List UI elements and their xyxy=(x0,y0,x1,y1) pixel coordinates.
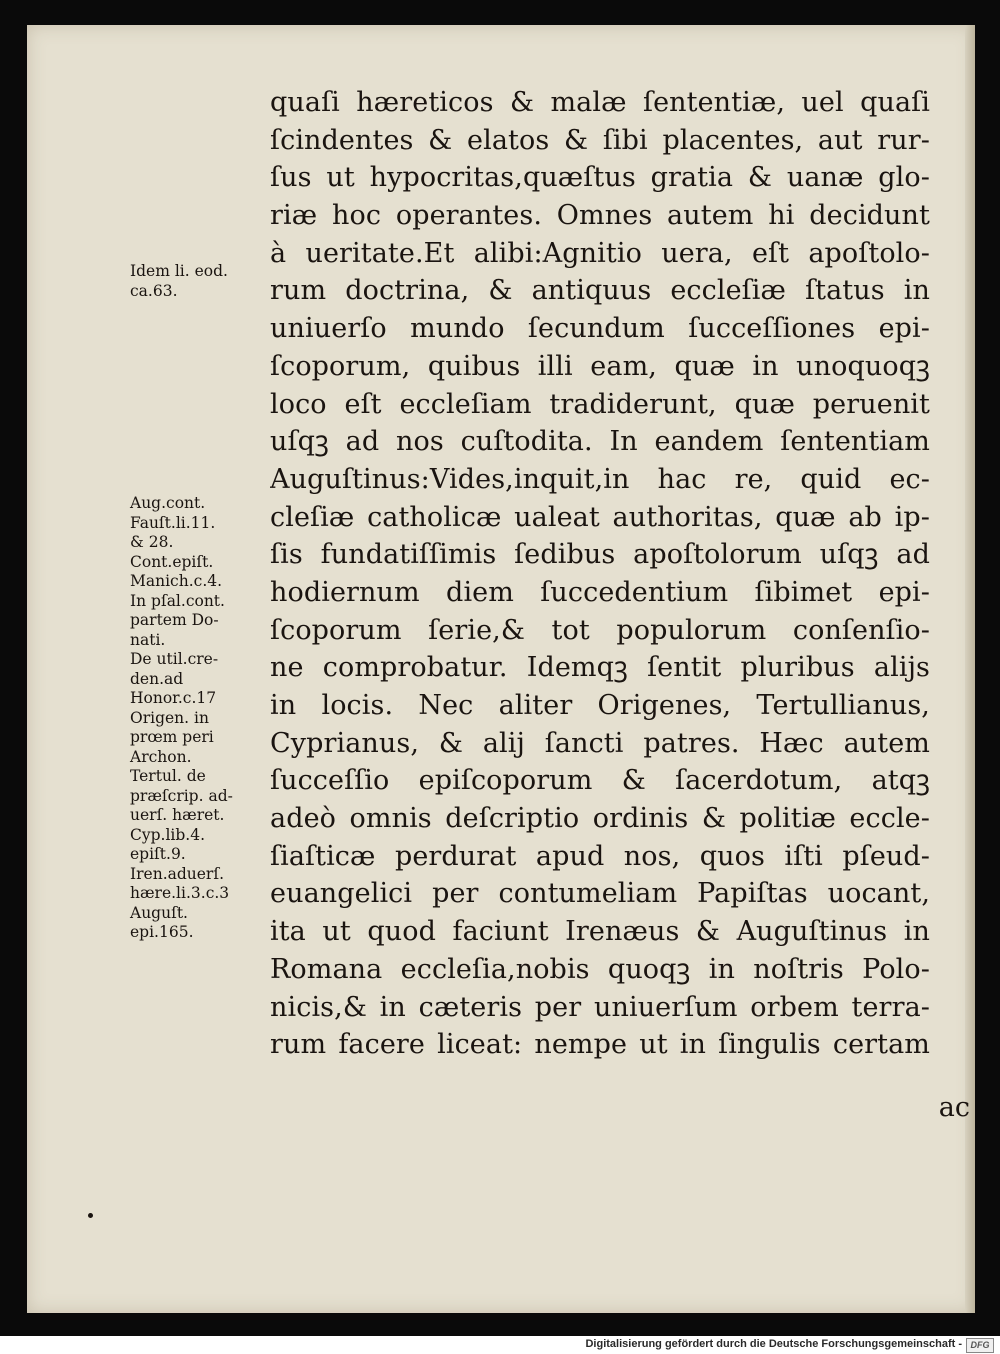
text-line: uniuerſo mundo ſecundum ſucceſſiones epi- xyxy=(270,313,930,345)
marginal-note-line: prœm peri xyxy=(130,728,214,746)
text-line: ſucceſſio epiſcoporum & ſacerdotum, atqꝫ xyxy=(270,765,930,797)
text-line: euangelici per contumeliam Papiſtas uocant, xyxy=(270,878,930,910)
text-line: Cyprianus, & alij ſancti patres. Hæc autem xyxy=(270,727,930,759)
text-line: nicis,& in cæteris per uniuerſum orbem terra- xyxy=(270,991,930,1023)
marginal-note-line: In pſal.cont. xyxy=(130,591,225,610)
marginal-note-line: den.ad xyxy=(130,669,184,688)
text-line: ſcoporum ſerie,& tot populorum conſenſio- xyxy=(270,614,930,646)
text-line: rum facere liceat: nempe ut in ſingulis certam xyxy=(270,1029,930,1061)
marginal-note-line: præſcrip. ad- xyxy=(130,786,233,805)
text-line: ne comprobatur. Idemqꝫ ſentit pluribus alijs xyxy=(270,652,930,684)
text-line: ſcoporum, quibus illi eam, quæ in unoquoqꝫ xyxy=(270,350,930,382)
marginal-note-line: De util.cre- xyxy=(130,650,219,668)
text-line: Romana eccleſia,nobis quoqꝫ in noſtris Polo- xyxy=(270,953,930,985)
marginal-note-line: Iren.aduerſ. xyxy=(130,864,225,883)
text-line: hodiernum diem ſuccedentium ſibimet epi- xyxy=(270,576,930,608)
marginal-note-line: Aug.cont. xyxy=(130,494,206,512)
marginal-note-line: Tertul. de xyxy=(130,767,206,785)
marginal-note-line: Archon. xyxy=(130,747,192,766)
marginal-note-augustine-refs xyxy=(130,494,270,943)
catchword: ac xyxy=(938,1092,970,1123)
text-line: quaſi hæreticos & malæ ſententiæ, uel quaſi xyxy=(270,87,930,118)
marginal-note-line: partem Do- xyxy=(130,611,219,629)
marginal-note-line: uerſ. hæret. xyxy=(130,806,225,824)
text-line: ſiaſticæ perdurat apud nos, quos iſti pſeud- xyxy=(270,840,930,872)
marginal-note-line: Cyp.lib.4. xyxy=(130,825,206,844)
text-line: loco eſt eccleſiam tradiderunt, quæ peruenit xyxy=(270,388,930,420)
text-line: uſqꝫ ad nos cuſtodita. In eandem ſententiam xyxy=(270,426,930,458)
marginal-note-line: Manich.c.4. xyxy=(130,572,223,590)
text-line: rum doctrina, & antiquus eccleſiæ ſtatus in xyxy=(270,275,930,307)
marginal-note-line: & 28. xyxy=(130,533,174,551)
marginal-note-line: ca.63. xyxy=(130,281,178,300)
marginal-note-line: epi.165. xyxy=(130,923,194,941)
text-line: adeò omnis deſcriptio ordinis & politiæ eccle- xyxy=(270,803,930,835)
text-line: in locis. Nec aliter Origenes, Tertullianus, xyxy=(270,690,930,721)
footer-bar xyxy=(0,1336,1000,1354)
text-line: ita ut quod faciunt Irenæus & Auguſtinus in xyxy=(270,916,930,948)
marginal-note-line: Cont.epiſt. xyxy=(130,552,214,571)
marginal-note-line: hære.li.3.c.3 xyxy=(130,884,230,902)
marginal-note-line: Auguſt. xyxy=(130,903,188,922)
marginal-note-line: Fauſt.li.11. xyxy=(130,513,216,532)
text-line: riæ hoc operantes. Omnes autem hi decidunt xyxy=(270,200,930,232)
main-text-block xyxy=(270,84,930,1064)
text-line: ſis fundatiſſimis ſedibus apoſtolorum uſqꝫ ad xyxy=(270,539,930,571)
marginal-note-line: nati. xyxy=(130,630,166,649)
marginal-note-line: epiſt.9. xyxy=(130,845,186,863)
marginal-note-idem xyxy=(130,262,270,301)
text-line: cleſiæ catholicæ ualeat authoritas, quæ ab ip- xyxy=(270,501,930,533)
marginal-note-line: Honor.c.17 xyxy=(130,689,217,707)
marginal-note-line: Idem li. eod. xyxy=(130,262,228,280)
dfg-logo: DFG xyxy=(966,1338,994,1353)
marginal-note-line: Origen. in xyxy=(130,708,209,727)
text-line: à ueritate.Et alibi:Agnitio uera, eſt apoſtolo- xyxy=(270,237,930,269)
text-line: ſcindentes & elatos & ſibi placentes, aut rur- xyxy=(270,124,930,156)
text-line: ſus ut hypocritas,quæſtus gratia & uanæ glo- xyxy=(270,162,930,194)
footer-credit: Digitalisierung gefördert durch die Deutsche Forschungsgemeinschaft - xyxy=(585,1338,962,1350)
text-line: Auguſtinus:Vides,inquit,in hac re, quid ec- xyxy=(270,463,930,495)
ink-dot xyxy=(88,1213,93,1218)
